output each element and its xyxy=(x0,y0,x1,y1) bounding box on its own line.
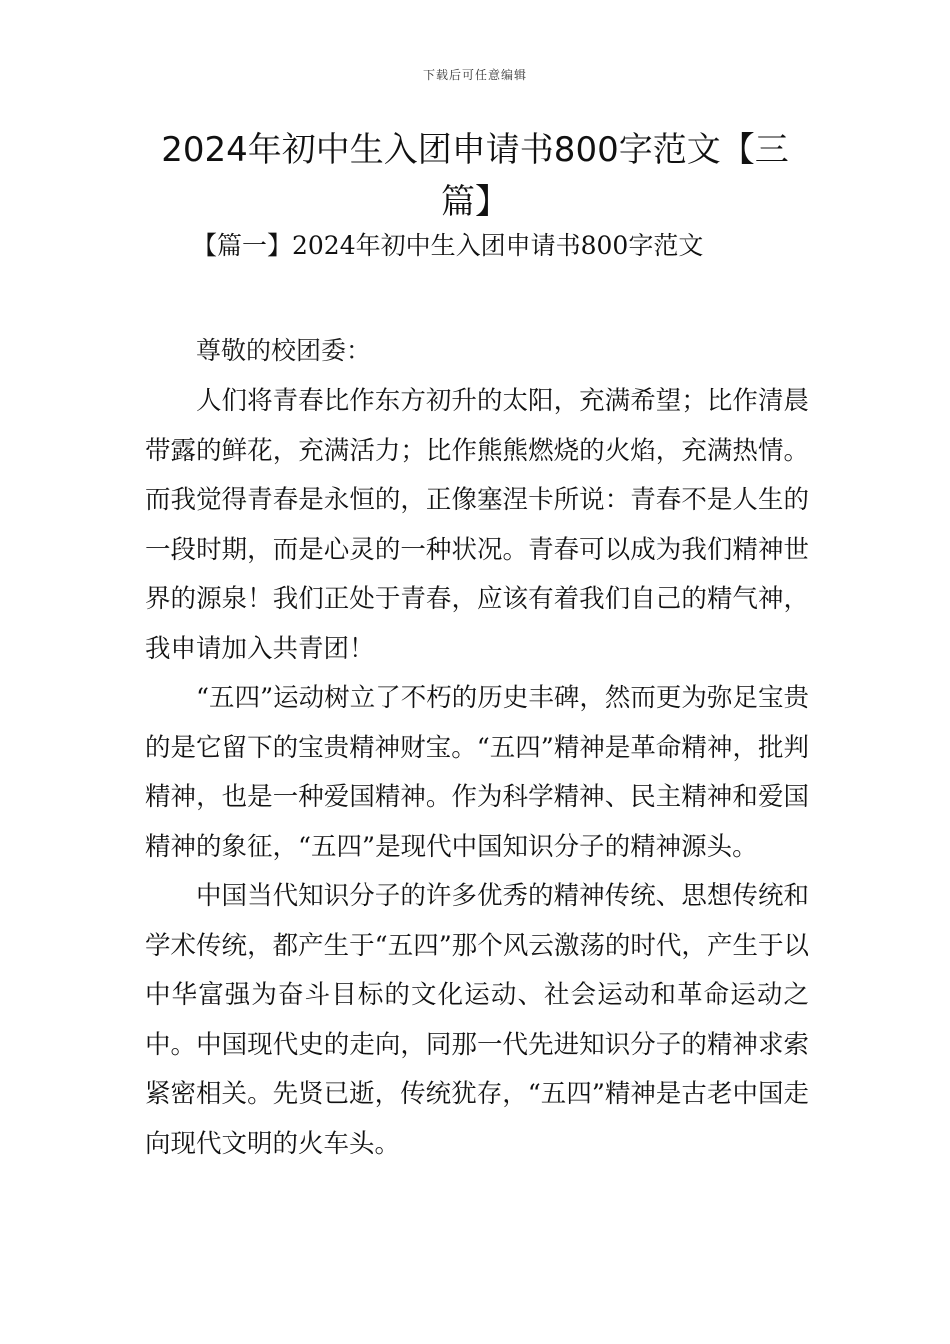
salutation: 尊敬的校团委： xyxy=(196,336,372,365)
paragraph-3: 中国当代知识分子的许多优秀的精神传统、思想传统和学术传统，都产生于“五四”那个风云激荡的时代，产生于以中华富强为奋斗目标的文化运动、社会运动和革命运动之中。中国现代史的走向，同那一代先进知识分子的精神求索紧密相关。先贤已逝，传统犹存，“五四”精神是古老中国走向现代文明的火车头。 xyxy=(145,881,809,1159)
paragraph-2: “五四”运动树立了不朽的历史丰碑，然而更为弥足宝贵的是它留下的宝贵精神财宝。“五四”精神是革命精神，批判精神，也是一种爱国精神。作为科学精神、民主精神和爱国精神的象征，“五四”是现代中国知识分子的精神源头。 xyxy=(145,683,809,862)
paragraph-1: 人们将青春比作东方初升的太阳，充满希望；比作清晨带露的鲜花，充满活力；比作熊熊燃烧的火焰，充满热情。而我觉得青春是永恒的，正像塞涅卡所说：青春不是人生的一段时期，而是心灵的一种状况。青春可以成为我们精神世界的源泉！我们正处于青春，应该有着我们自己的精气神，我申请加入共青团！ xyxy=(145,386,809,664)
document-title: 2024年初中生入团申请书800字范文【三篇】 xyxy=(161,130,789,222)
section-heading: 【篇一】2024年初中生入团申请书800字范文 xyxy=(192,231,704,260)
body-text xyxy=(145,377,809,1169)
header-note: 下载后可任意编辑 xyxy=(422,68,527,82)
